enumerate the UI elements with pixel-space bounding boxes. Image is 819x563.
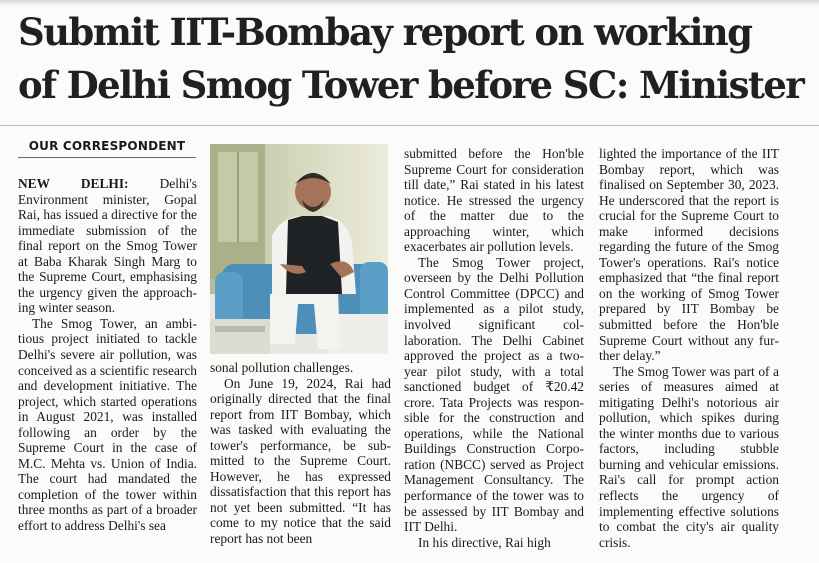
article-column-3 — [404, 146, 584, 550]
paragraph: On June 19, 2024, Rai had originally directed that the final report from IIT Bombay, which was tasked with evaluating the tower's performance, be submitted to the Supreme Court. However, he has expressed dissatisfaction that this report has not yet been submitted. “It has come to my notice that the said report has not been — [210, 375, 391, 547]
paragraph: The Smog Tower was part of a series of measures aimed at mitigating Delhi's notorious air pollution, which spikes during the winter months due to various factors, including stubble burning and vehicular emissions. Rai's call for prompt action reflects the urgency of implementing effective solutions to combat the city's air quality crisis. — [599, 363, 779, 550]
lead-text: Delhi's Environment minister, Gopal Rai, has issued a directive for the immediate submission of the final report on the Smog Tower at Baba Kharak Singh Marg to the Supreme Court, emphasising the urgency given the approaching winter season. — [18, 176, 197, 316]
paragraph-continued: lighted the importance of the IIT Bombay report, which was finalised on September 30, 2023. He underscored that the report is crucial for the Supreme Court to make informed decisions regarding the future of the Smog Tower's operations. Rai's notice emphasized that “the final report on the working of Smog Tower prepared by IIT Bombay be submitted before the Hon'ble Supreme Court without any further delay.” — [599, 146, 779, 364]
paragraph: In his directive, Rai high — [418, 534, 551, 550]
paragraph-continued: submitted before the Hon'ble Supreme Court for consideration till date,” Rai stated in his latest notice. He stressed the urgency of the matter due to the approaching winter, which exacerbates air pollution levels. — [404, 146, 584, 255]
headline-divider — [0, 125, 819, 126]
dateline: NEW DELHI: — [18, 176, 129, 191]
lead-paragraph — [18, 176, 197, 316]
paragraph: The Smog Tower, an ambitious project initiated to tackle Delhi's severe air pollution, was conceived as a scientific research and development initiative. The project, which started operations in August 2021, was installed following an order by the Supreme Court in the case of M.C. Mehta vs. Union of India. The court had mandated the completion of the tower within three months as part of a broader effort to address Delhi's sea — [18, 315, 197, 534]
headline-line-1: Submit IIT-Bombay report on working — [18, 10, 752, 54]
byline: OUR CORRESPONDENT — [18, 139, 196, 158]
article-column-1 — [18, 176, 197, 534]
article-photo — [210, 144, 388, 354]
article-headline — [18, 6, 808, 112]
article-column-4 — [599, 146, 779, 550]
paragraph: The Smog Tower project, overseen by the Delhi Pollution Control Committee (DPCC) and implemented as a pilot study, involved significant collaboration. The Delhi Cabinet approved the project as a two-year pilot study, with a total sanctioned budget of ₹20.42 crore. Tata Projects was responsible for the construction and operations, while the National Buildings Construction Corporation (NBCC) served as Project Management Consultancy. The performance of the tower was to be assessed by IIT Bombay and IIT Delhi. — [404, 254, 584, 535]
article-column-2 — [210, 360, 391, 547]
paragraph-continued: sonal pollution challenges. — [210, 360, 354, 375]
headline-line-2: of Delhi Smog Tower before SC: Minister — [18, 63, 804, 107]
person-seated-on-sofa-icon — [210, 144, 388, 354]
